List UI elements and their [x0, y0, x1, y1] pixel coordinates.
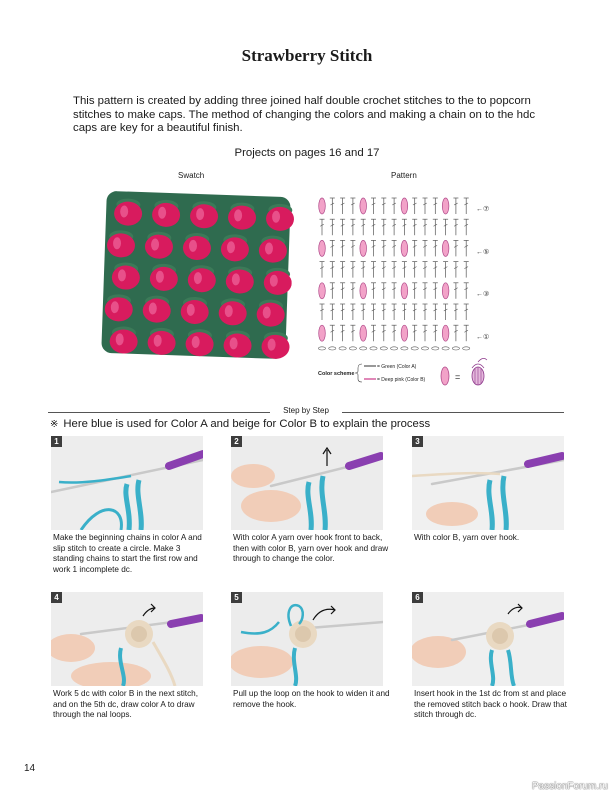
bobble-symbol — [360, 198, 367, 214]
bobble-symbol — [319, 325, 326, 341]
chain-symbol — [380, 347, 387, 350]
step-5-image — [231, 592, 383, 686]
step-5-photo — [231, 592, 383, 686]
step-2-caption: With color A yarn over hook front to back, then with color B, yarn over hook and draw through to change the color. — [233, 533, 389, 564]
chain-symbol — [401, 347, 408, 350]
chain-symbol — [349, 347, 356, 350]
swatch-photo — [97, 187, 295, 364]
pattern-chart — [314, 190, 510, 402]
chain-symbol — [463, 347, 470, 350]
step-6-caption: Insert hook in the 1st dc from st and place the removed stitch back o hook. Draw that stitch through dc. — [414, 689, 567, 720]
step-3-image — [412, 436, 564, 530]
row-label-3: ←③ — [476, 291, 490, 298]
step-4-photo — [51, 592, 203, 686]
step-1-photo — [51, 436, 203, 530]
chain-symbol — [370, 347, 377, 350]
page-number: 14 — [24, 763, 36, 774]
bobble-symbol — [401, 198, 408, 214]
bobble-symbol — [401, 325, 408, 341]
step-3-caption: With color B, yarn over hook. — [414, 533, 520, 542]
scheme-b-text: = Deep pink (Color B) — [377, 377, 426, 383]
symbol-equals: = — [455, 372, 461, 382]
reference-mark: ※ — [50, 419, 59, 430]
swatch-label: Swatch — [178, 171, 205, 180]
row-label-5: ←⑤ — [476, 249, 490, 256]
bobble-symbol — [401, 283, 408, 299]
chain-symbol — [452, 347, 459, 350]
step-5-caption: Pull up the loop on the hook to widen it and remove the hook. — [233, 689, 390, 709]
row-label-1: ←① — [476, 334, 490, 341]
watermark: PassionForum.ru — [531, 781, 608, 792]
step-by-step-header — [48, 405, 564, 419]
step-2-photo — [231, 436, 383, 530]
pattern-diagram — [314, 190, 510, 402]
divider-left — [48, 412, 270, 413]
step-4-number: 4 — [51, 592, 62, 603]
chain-symbol — [318, 347, 325, 350]
step-1-image — [51, 436, 203, 530]
bobble-symbol-icon — [441, 367, 449, 385]
chain-symbol — [329, 347, 336, 350]
step-5-number: 5 — [231, 592, 242, 603]
chain-symbol — [411, 347, 418, 350]
bobble-symbol — [360, 240, 367, 256]
chain-symbol — [442, 347, 449, 350]
bobble-symbol — [442, 240, 449, 256]
bobble-symbol — [319, 283, 326, 299]
bobble-symbol — [442, 198, 449, 214]
pattern-label: Pattern — [391, 171, 417, 180]
swatch-image — [97, 187, 295, 364]
bobble-symbol — [319, 240, 326, 256]
step-3-number: 3 — [412, 436, 423, 447]
divider-right — [342, 412, 564, 413]
step-1-caption: Make the beginning chains in color A and slip stitch to create a circle. Make 3 standing chains to start the first row and work 1 incomplete dc. — [53, 533, 202, 574]
bobble-symbol — [442, 283, 449, 299]
chain-symbol — [421, 347, 428, 350]
step-4-image — [51, 592, 203, 686]
row-label-7: ←⑦ — [476, 206, 490, 213]
bobble-symbol — [442, 325, 449, 341]
chain-symbol — [391, 347, 398, 350]
bobble-symbol — [360, 283, 367, 299]
step-1-number: 1 — [51, 436, 62, 447]
scheme-brace — [355, 364, 362, 382]
bobble-symbol — [360, 325, 367, 341]
bobble-symbol — [401, 240, 408, 256]
strawberry-symbol-icon — [472, 358, 487, 385]
projects-reference: Projects on pages 16 and 17 — [234, 147, 380, 159]
step-4-caption: Work 5 dc with color B in the next stitch, and on the 5th dc, draw color A to draw through the nal loops. — [53, 689, 199, 720]
chain-symbol — [339, 347, 346, 350]
step-6-image — [412, 592, 564, 686]
step-6-photo — [412, 592, 564, 686]
process-note-text: Here blue is used for Color A and beige for Color B to explain the process — [63, 418, 431, 430]
color-scheme-label: Color scheme — [318, 371, 355, 377]
chain-symbol — [360, 347, 367, 350]
scheme-a-text: = Green (Color A) — [377, 364, 417, 370]
step-6-number: 6 — [412, 592, 423, 603]
page-title: Strawberry Stitch — [241, 46, 373, 65]
intro-paragraph: This pattern is created by adding three joined half double crochet stitches to the to popcorn stitches to make caps. The method of changing the colors and making a chain on to the hdc caps are key for a beautiful finish. — [73, 95, 536, 134]
step-2-image — [231, 436, 383, 530]
step-by-step-label: Step by Step — [283, 406, 329, 415]
step-3-photo — [412, 436, 564, 530]
process-note — [50, 418, 430, 430]
chain-symbol — [432, 347, 439, 350]
bobble-symbol — [319, 198, 326, 214]
step-2-number: 2 — [231, 436, 242, 447]
